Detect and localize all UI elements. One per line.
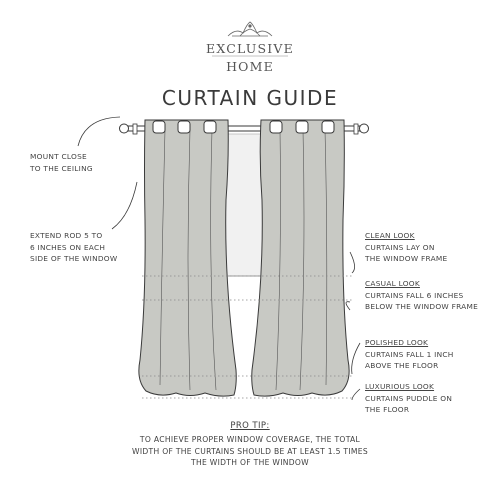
look-luxurious-line1: CURTAINS PUDDLE ON — [365, 393, 453, 403]
pro-tip-line1: TO ACHIEVE PROPER WINDOW COVERAGE, THE TOTAL — [139, 435, 361, 444]
look-luxurious-line2: THE FLOOR — [365, 405, 410, 414]
pointer-polished — [352, 343, 360, 374]
note-extend-line1: EXTEND ROD 5 TO — [30, 231, 103, 240]
look-clean-line1: CURTAINS LAY ON — [365, 242, 435, 252]
pointer-mount — [78, 117, 120, 146]
note-extend-line3: SIDE OF THE WINDOW — [30, 254, 118, 263]
look-polished — [365, 337, 454, 372]
pro-tip-text — [0, 434, 500, 469]
look-clean-line2: THE WINDOW FRAME — [365, 254, 448, 263]
pointer-clean — [350, 252, 355, 273]
look-casual-line1: CURTAINS FALL 6 INCHES — [365, 290, 464, 300]
pro-tip-heading: PRO TIP: — [230, 421, 270, 431]
note-extend-rod — [30, 230, 117, 265]
pro-tip-line3: THE WIDTH OF THE WINDOW — [191, 458, 309, 467]
look-clean — [365, 230, 447, 265]
look-polished-line2: ABOVE THE FLOOR — [365, 361, 439, 370]
left-curtain-panel — [139, 120, 236, 396]
right-curtain-panel — [252, 120, 349, 396]
look-luxurious-heading: LUXURIOUS LOOK — [365, 382, 435, 391]
pointer-casual — [346, 302, 350, 310]
look-casual-line2: BELOW THE WINDOW FRAME — [365, 302, 479, 311]
note-mount-line2: TO THE CEILING — [30, 163, 93, 173]
look-polished-line1: CURTAINS FALL 1 INCH — [365, 349, 454, 359]
pro-tip-line2: WIDTH OF THE CURTAINS SHOULD BE AT LEAST 1.5 TIMES — [132, 446, 368, 456]
look-polished-heading: POLISHED LOOK — [365, 338, 429, 347]
brand-name-line2: HOME — [226, 59, 274, 74]
brand-name-line1: EXCLUSIVE — [206, 41, 294, 56]
note-mount-line1: MOUNT CLOSE — [30, 152, 87, 161]
page-title: CURTAIN GUIDE — [161, 86, 339, 110]
note-mount-close — [30, 151, 93, 174]
pointer-luxurious — [352, 389, 360, 400]
pointer-extend — [112, 182, 137, 229]
look-casual-heading: CASUAL LOOK — [365, 279, 420, 288]
look-luxurious — [365, 381, 452, 416]
look-clean-heading: CLEAN LOOK — [365, 231, 415, 240]
brand-crest-icon — [228, 22, 272, 36]
look-casual — [365, 278, 478, 313]
note-extend-line2: 6 INCHES ON EACH — [30, 242, 106, 252]
